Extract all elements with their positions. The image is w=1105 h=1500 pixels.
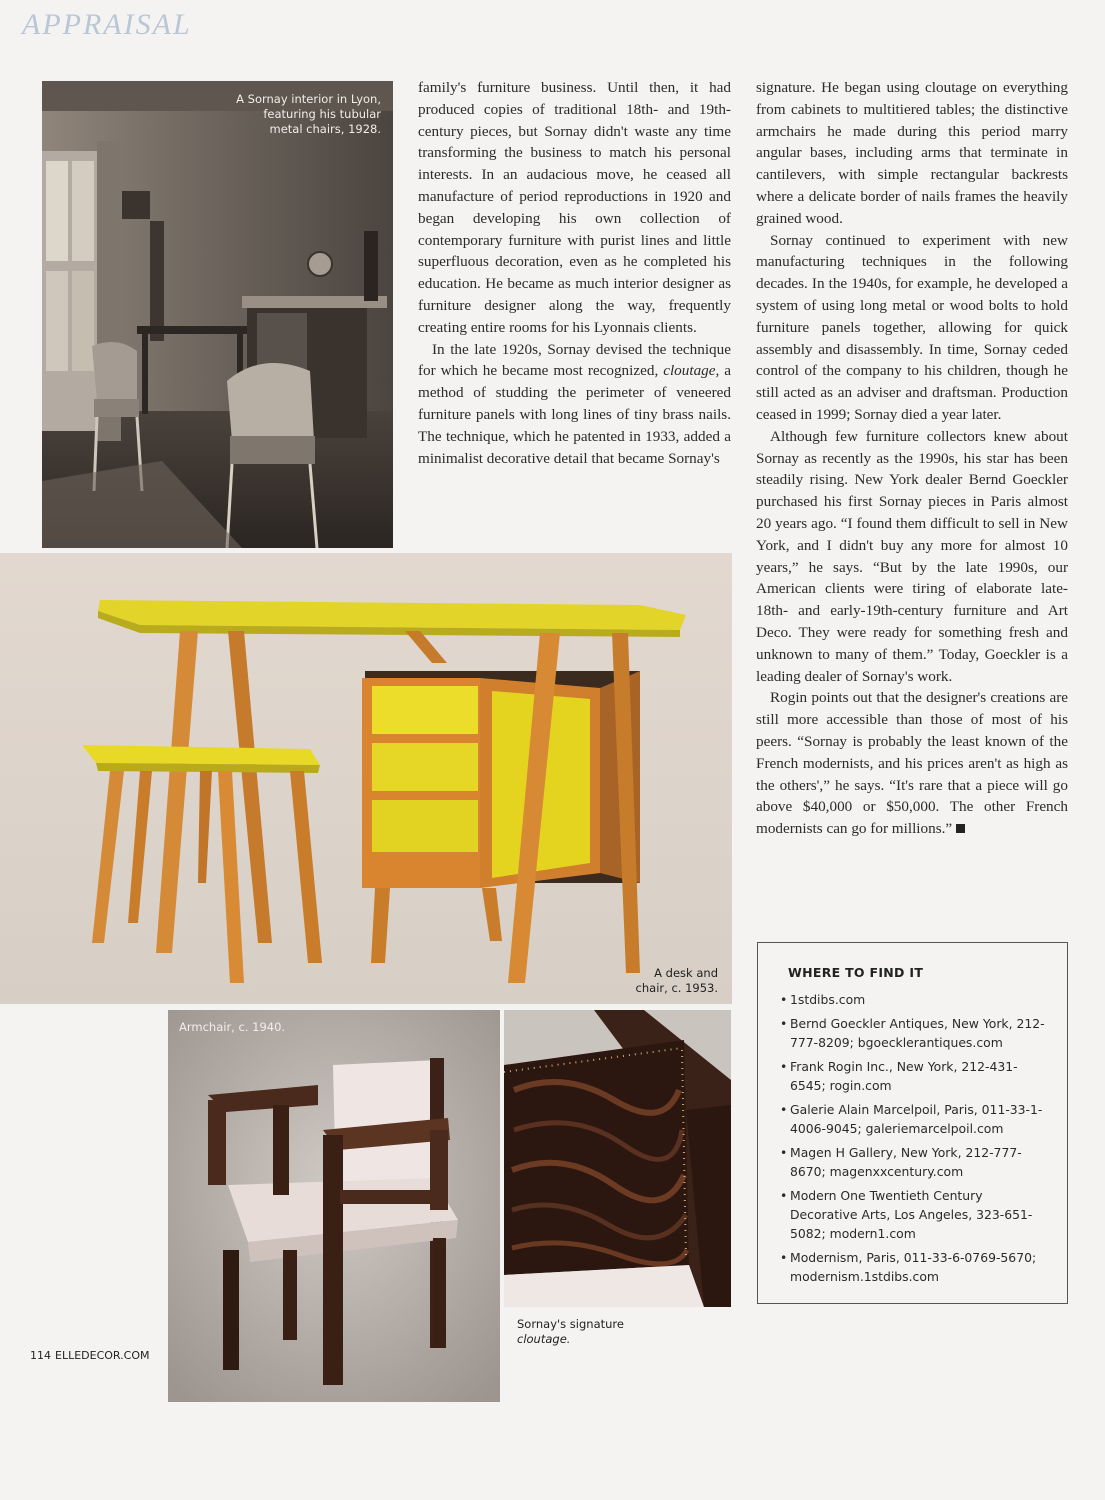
where-to-find-box [757, 942, 1068, 1304]
desk-caption-line-1: A desk and [654, 966, 718, 980]
where-to-find-title: WHERE TO FIND IT [788, 965, 924, 980]
list-item: • Magen H Gallery, New York, 212-777-8670; magenxxcentury.com [780, 1143, 1053, 1181]
list-item: • Galerie Alain Marcelpoil, Paris, 011-33-1-4006-9045; galeriemarcelpoil.com [780, 1100, 1053, 1138]
list-item: • Modernism, Paris, 011-33-6-0769-5670; modernism.1stdibs.com [780, 1248, 1053, 1286]
interior-photo [42, 81, 393, 548]
desk-caption-line-2: chair, c. 1953. [635, 981, 718, 995]
paragraph-text: In the late 1920s, Sornay devised the technique for which he became most recognized, [418, 340, 731, 380]
page-number: 114 [30, 1349, 51, 1362]
desk-photo [0, 553, 732, 1004]
site-name: ELLEDECOR.COM [55, 1349, 150, 1362]
end-mark-icon [956, 824, 965, 833]
paragraph-italic-term: cloutage, [663, 362, 720, 380]
article-paragraph: Although few furniture collectors knew about Sornay as recently as the 1990s, his star has been steadily rising. New York dealer Bernd Goeckler purchased his first Sornay pieces in Paris almost 20 years ago. “I found them difficult to sell in New York, and I didn't buy any more for almost 10 years,” he says. “But by the late 1990s, our American clients were tiring of elaborate late-18th- and early-19th-century furniture and Art Deco. They were ready for something fresh and unknown to many of them.” Today, Goeckler is a leading dealer of Sornay's work. [756, 427, 1068, 685]
article-paragraph-final [756, 687, 1068, 840]
list-item: • Frank Rogin Inc., New York, 212-431-6545; rogin.com [780, 1057, 1053, 1095]
armchair-photo-art [168, 1010, 500, 1402]
where-to-find-list [780, 990, 1053, 1286]
section-title: APPRAISAL [22, 8, 192, 41]
armchair-photo [168, 1010, 500, 1402]
cloutage-caption-line-2: cloutage. [517, 1332, 571, 1346]
cloutage-photo-art [504, 1010, 731, 1307]
article-paragraph: family's furniture business. Until then, it had produced copies of traditional 18th- and 19th-century pieces, but Sornay didn't waste any time transforming the business to match his personal interests. In an audacious move, he ceased all manufacture of period reproductions in 1920 and began developing his own collection of contemporary furniture with purist lines and little superfluous decoration, even as he completed his education. He became as much interior designer as furniture designer along the way, frequently creating entire rooms for his Lyonnais clients. [418, 79, 731, 336]
list-item: • 1stdibs.com [780, 990, 1053, 1009]
paragraph-text: a method of studding the perimeter of veneered furniture panels with long lines of tiny brass nails. The technique, which he patented in 1933, added a minimalist decorative detail that became Sornay's [418, 362, 731, 467]
list-item: • Bernd Goeckler Antiques, New York, 212-777-8209; bgoecklerantiques.com [780, 1014, 1053, 1052]
article-paragraph-cloutage [418, 339, 731, 470]
article-column-right [756, 77, 1068, 840]
cloutage-caption-line-1: Sornay's signature [517, 1317, 624, 1331]
page-footer [30, 1349, 150, 1362]
list-item: • Modern One Twentieth Century Decorative Arts, Los Angeles, 323-651-5082; modern1.com [780, 1186, 1053, 1243]
interior-photo-art [42, 81, 393, 548]
paragraph-text: Rogin points out that the designer's creations are still more accessible than those of most of his peers. “Sornay is probably the least known of the French modernists, and his prices aren't as high as the others',” he says. “It's rare that a piece will go above $40,000 or $50,000. The other French modernists can go for millions.” [756, 689, 1068, 838]
desk-photo-art [0, 553, 732, 1004]
cloutage-photo [504, 1010, 731, 1307]
article-column-middle [418, 77, 731, 469]
article-paragraph: signature. He began using cloutage on everything from cabinets to multitiered tables; the distinctive armchairs he made during this period marry angular bases, including arms that terminate in cantilevers, with simple rectangular backrests where a delicate border of nails frames the heavily grained wood. [756, 79, 1068, 227]
armchair-caption: Armchair, c. 1940. [179, 1020, 286, 1034]
article-paragraph: Sornay continued to experiment with new manufacturing techniques in the following decades. In the 1940s, for example, he developed a system of using long metal or wood bolts to hold furniture panels together, allowing for quick assembly and disassembly. In time, Sornay ceded control of the company to his children, though he still acted as an adviser and draftsman. Production ceased in 1999; Sornay died a year later. [756, 231, 1068, 423]
interior-caption: A Sornay interior in Lyon, featuring his tubular metal chairs, 1928. [236, 92, 381, 136]
